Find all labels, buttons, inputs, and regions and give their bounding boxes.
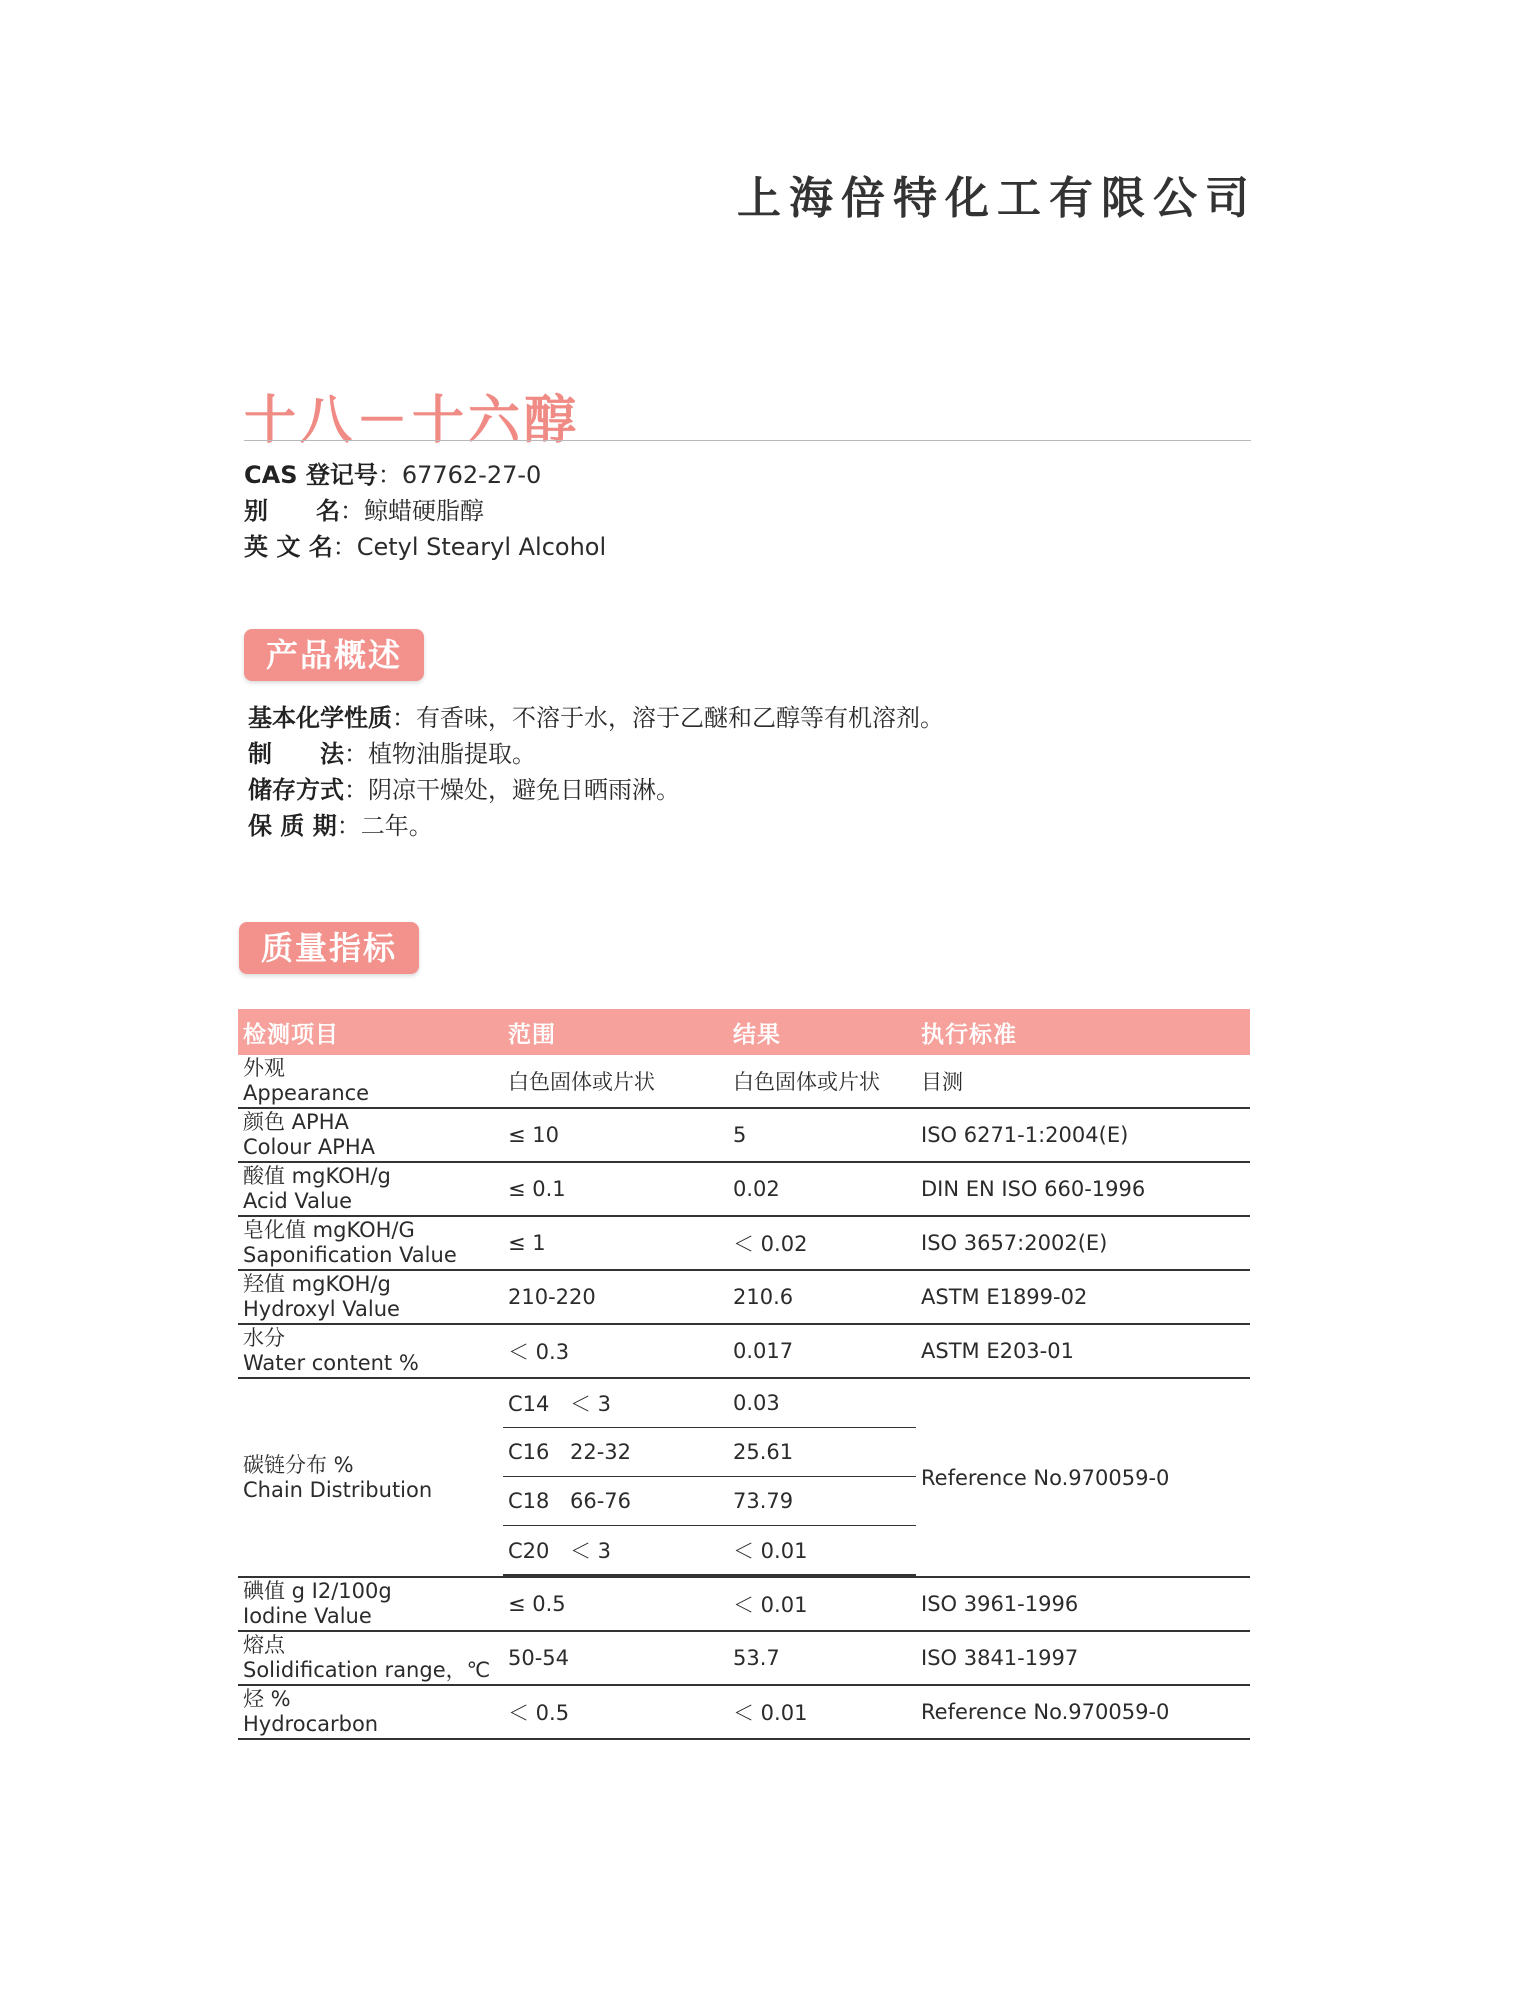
item-name-en: Colour APHA xyxy=(243,1135,375,1159)
chain-item-row xyxy=(503,1526,916,1576)
carbon-label: C20 xyxy=(508,1539,550,1563)
chain-result: 25.61 xyxy=(728,1428,916,1477)
chain-result: 0.03 xyxy=(728,1379,916,1428)
chain-range-cell xyxy=(503,1526,728,1576)
standard-cell: ASTM E1899-02 xyxy=(916,1270,1250,1324)
product-title: 十八－十六醇 xyxy=(244,391,581,451)
overview-value: ：有香味，不溶于水，溶于乙醚和乙醇等有机溶剂。 xyxy=(392,704,944,732)
chain-range: ＜ 3 xyxy=(570,1392,612,1416)
standard-cell: Reference No.970059-0 xyxy=(916,1685,1250,1739)
chain-range-cell xyxy=(503,1477,728,1526)
cas-label: CAS 登记号 xyxy=(244,461,378,489)
overview-row xyxy=(248,808,944,844)
standard-cell: ISO 3841-1997 xyxy=(916,1631,1250,1685)
item-name-en: Water content % xyxy=(243,1351,419,1375)
title-divider xyxy=(244,440,1251,441)
item-cell xyxy=(238,1577,503,1631)
carbon-label: C16 xyxy=(508,1440,550,1464)
english-name-value: ：Cetyl Stearyl Alcohol xyxy=(332,533,607,561)
standard-cell: 目测 xyxy=(916,1055,1250,1108)
cas-value: ：67762-27-0 xyxy=(377,461,542,489)
header-item: 检测项目 xyxy=(238,1009,503,1055)
range-cell: ≤ 1 xyxy=(503,1216,728,1270)
item-name-cn: 熔点 xyxy=(243,1633,285,1657)
result-cell: ＜ 0.01 xyxy=(728,1685,916,1739)
item-cell xyxy=(238,1631,503,1685)
item-name-cn: 外观 xyxy=(243,1056,285,1080)
item-cell xyxy=(238,1270,503,1324)
range-cell: ≤ 10 xyxy=(503,1108,728,1162)
chain-values-cell xyxy=(503,1378,916,1577)
overview-value: ：植物油脂提取。 xyxy=(344,740,536,768)
overview-list xyxy=(248,700,944,844)
alias-label: 别 名 xyxy=(244,497,340,525)
quality-heading: 质量指标 xyxy=(239,922,419,974)
chain-range: 66-76 xyxy=(570,1489,632,1513)
alias-value: ：鲸蜡硬脂醇 xyxy=(340,497,484,525)
item-name-en: Hydrocarbon xyxy=(243,1712,379,1736)
overview-label: 储存方式 xyxy=(248,776,344,804)
overview-value: ：二年。 xyxy=(336,812,433,840)
table-row xyxy=(238,1055,1250,1108)
item-cell xyxy=(238,1162,503,1216)
range-cell: 50-54 xyxy=(503,1631,728,1685)
table-row xyxy=(238,1162,1250,1216)
item-name-en: Solidification range，℃ xyxy=(243,1658,491,1682)
header-standard: 执行标准 xyxy=(916,1009,1250,1055)
quality-spec-table xyxy=(238,1009,1250,1740)
item-name-cn: 烃 % xyxy=(243,1687,291,1711)
table-row xyxy=(238,1216,1250,1270)
chain-range-cell xyxy=(503,1428,728,1477)
overview-row xyxy=(248,736,944,772)
table-row xyxy=(238,1324,1250,1378)
item-name-cn: 水分 xyxy=(243,1326,285,1350)
chain-item-row xyxy=(503,1428,916,1477)
range-cell: ≤ 0.5 xyxy=(503,1577,728,1631)
table-row xyxy=(238,1631,1250,1685)
item-name-cn: 碘值 g I2/100g xyxy=(243,1579,392,1603)
chain-range: ＜ 3 xyxy=(570,1539,612,1563)
carbon-label: C18 xyxy=(508,1489,550,1513)
carbon-label: C14 xyxy=(508,1392,550,1416)
range-cell: ＜ 0.3 xyxy=(503,1324,728,1378)
alias-row xyxy=(244,493,606,529)
result-cell: 53.7 xyxy=(728,1631,916,1685)
overview-label: 制 法 xyxy=(248,740,344,768)
item-name-en: Hydroxyl Value xyxy=(243,1297,400,1321)
result-cell: 0.017 xyxy=(728,1324,916,1378)
standard-cell: DIN EN ISO 660-1996 xyxy=(916,1162,1250,1216)
item-cell xyxy=(238,1324,503,1378)
overview-value: ：阴凉干燥处，避免日晒雨淋。 xyxy=(344,776,680,804)
item-cell xyxy=(238,1685,503,1739)
header-range: 范围 xyxy=(503,1009,728,1055)
standard-cell: ISO 3657:2002(E) xyxy=(916,1216,1250,1270)
chain-result: ＜ 0.01 xyxy=(728,1526,916,1576)
english-name-label: 英 文 名 xyxy=(244,533,333,561)
chain-item-row xyxy=(503,1379,916,1428)
overview-row xyxy=(248,772,944,808)
chain-result: 73.79 xyxy=(728,1477,916,1526)
range-cell: ≤ 0.1 xyxy=(503,1162,728,1216)
overview-label: 保 质 期 xyxy=(248,812,337,840)
item-name-en: Saponification Value xyxy=(243,1243,457,1267)
result-cell: 白色固体或片状 xyxy=(728,1055,916,1108)
item-name-en: Appearance xyxy=(243,1081,370,1105)
item-name-cn: 碳链分布 % xyxy=(243,1452,354,1477)
table-row xyxy=(238,1685,1250,1739)
chain-item-row xyxy=(503,1477,916,1526)
english-name-row xyxy=(244,529,606,565)
product-info xyxy=(244,457,606,565)
item-name-cn: 羟值 mgKOH/g xyxy=(243,1272,391,1296)
item-cell xyxy=(238,1108,503,1162)
overview-heading: 产品概述 xyxy=(244,629,424,681)
chain-values-table xyxy=(503,1379,916,1576)
overview-row xyxy=(248,700,944,736)
item-name-en: Acid Value xyxy=(243,1189,353,1213)
standard-cell: Reference No.970059-0 xyxy=(916,1378,1250,1577)
header-result: 结果 xyxy=(728,1009,916,1055)
table-header-row xyxy=(238,1009,1250,1055)
result-cell: ＜ 0.01 xyxy=(728,1577,916,1631)
company-name: 上海倍特化工有限公司 xyxy=(737,173,1257,224)
range-cell: 210-220 xyxy=(503,1270,728,1324)
item-name-en: Chain Distribution xyxy=(243,1477,433,1502)
item-name-en: Iodine Value xyxy=(243,1604,372,1628)
table-row xyxy=(238,1108,1250,1162)
result-cell: 210.6 xyxy=(728,1270,916,1324)
range-cell: ＜ 0.5 xyxy=(503,1685,728,1739)
table-row xyxy=(238,1270,1250,1324)
chain-range: 22-32 xyxy=(570,1440,632,1464)
item-name-cn: 酸值 mgKOH/g xyxy=(243,1164,391,1188)
item-name-cn: 皂化值 mgKOH/G xyxy=(243,1218,415,1242)
result-cell: 0.02 xyxy=(728,1162,916,1216)
result-cell: ＜ 0.02 xyxy=(728,1216,916,1270)
item-name-cn: 颜色 APHA xyxy=(243,1110,349,1134)
standard-cell: ASTM E203-01 xyxy=(916,1324,1250,1378)
range-cell: 白色固体或片状 xyxy=(503,1055,728,1108)
overview-label: 基本化学性质 xyxy=(248,704,392,732)
item-cell xyxy=(238,1378,503,1577)
table-row xyxy=(238,1577,1250,1631)
item-cell xyxy=(238,1055,503,1108)
standard-cell: ISO 6271-1:2004(E) xyxy=(916,1108,1250,1162)
item-cell xyxy=(238,1216,503,1270)
chain-distribution-row xyxy=(238,1378,1250,1577)
result-cell: 5 xyxy=(728,1108,916,1162)
chain-range-cell xyxy=(503,1379,728,1428)
cas-row xyxy=(244,457,606,493)
standard-cell: ISO 3961-1996 xyxy=(916,1577,1250,1631)
